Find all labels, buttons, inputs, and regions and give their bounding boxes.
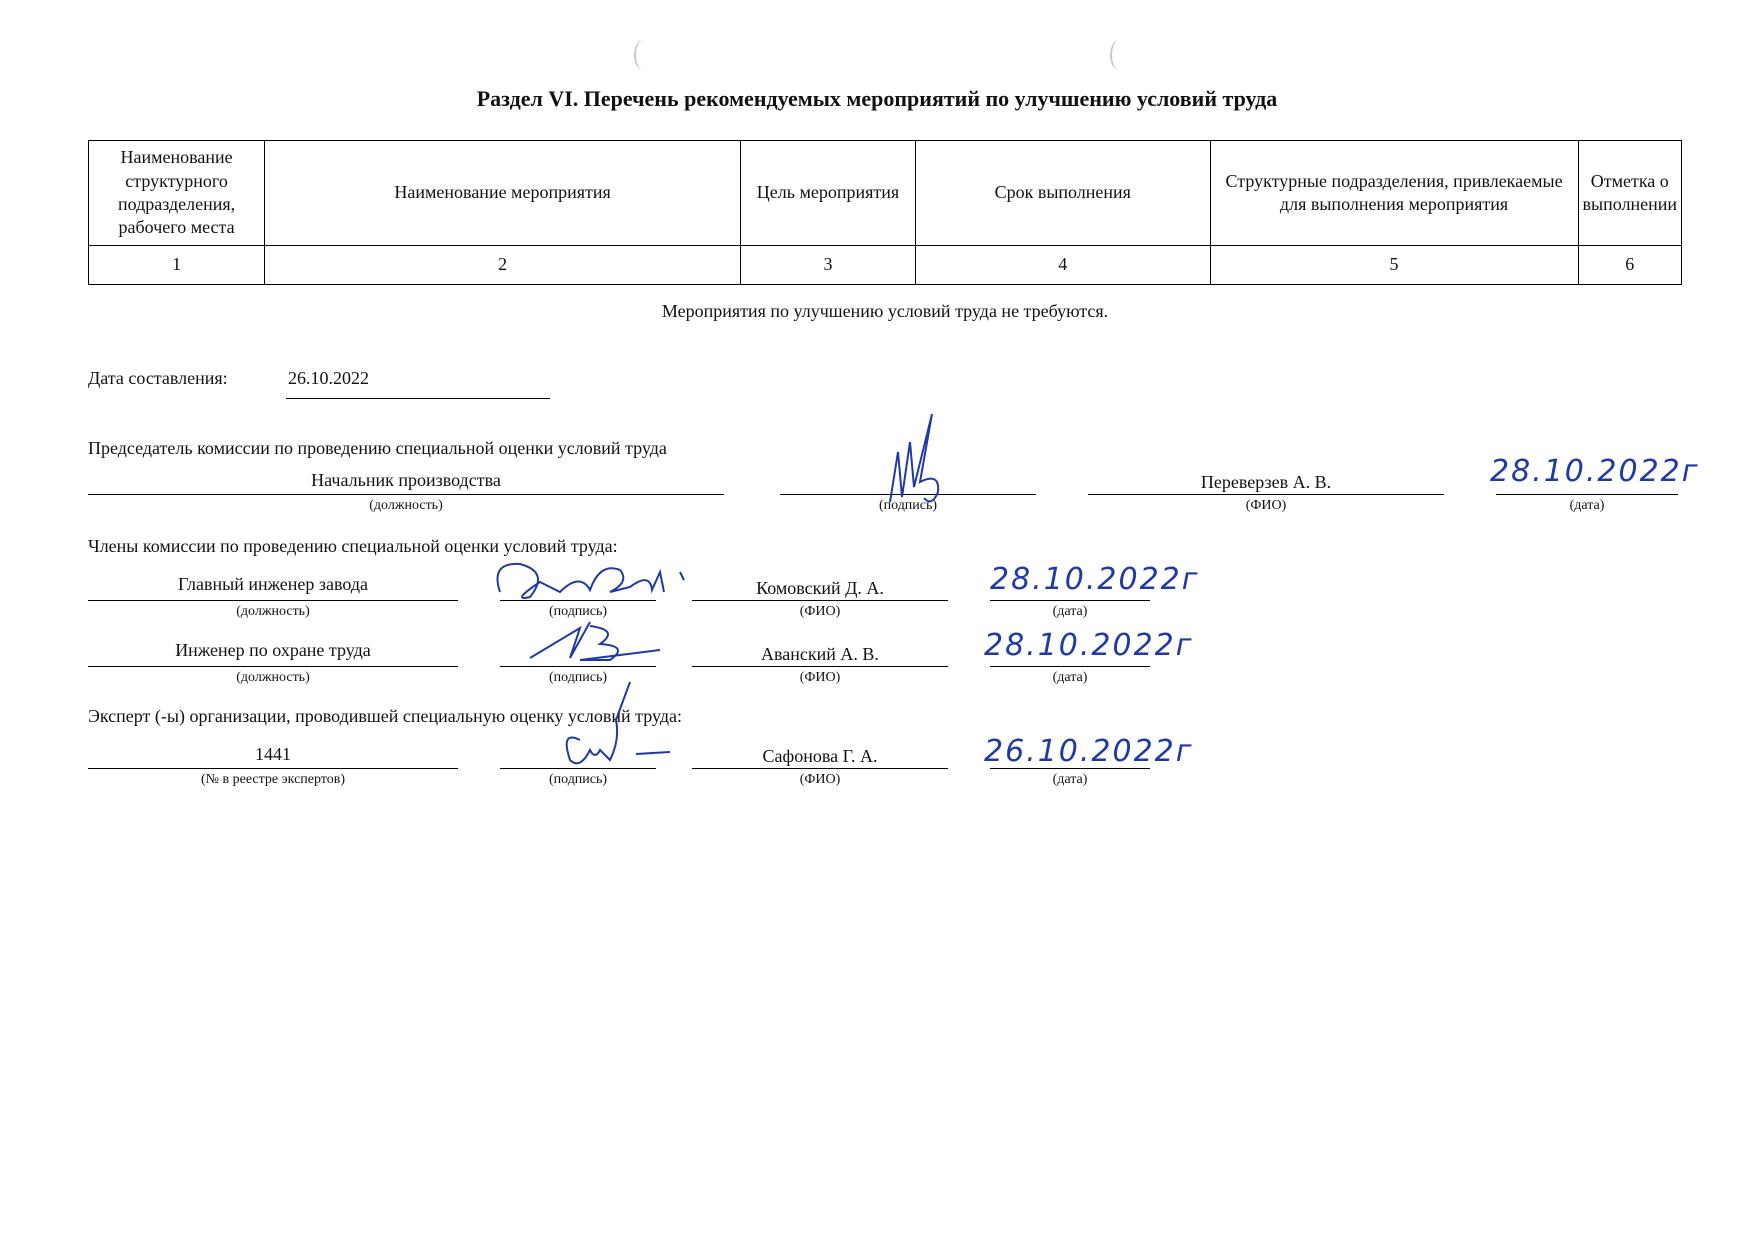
member-1-fio-line [692, 600, 948, 601]
member-2-position: Инженер по охране труда [175, 640, 371, 660]
col-header-deadline: Срок выполнения [915, 141, 1210, 246]
member-1-handwritten-date: 28.10.2022г [990, 562, 1200, 597]
member-1-fio: Комовский Д. А. [756, 578, 884, 598]
measures-table [88, 140, 1682, 285]
date-value: 26.10.2022 [288, 368, 369, 388]
chairman-signature [880, 412, 990, 512]
table-number-row [89, 246, 1682, 285]
caption-fio: (ФИО) [799, 772, 841, 787]
caption-fio: (ФИО) [799, 670, 841, 685]
punch-hole-left [634, 40, 652, 70]
chairman-heading: Председатель комиссии по проведению специальной оценки условий труда [88, 438, 667, 458]
member-1-position: Главный инженер завода [177, 574, 369, 594]
member-2-fio: Аванский А. В. [761, 644, 879, 664]
col-header-goal: Цель мероприятия [741, 141, 916, 246]
caption-registry: (№ в реестре экспертов) [200, 772, 346, 787]
expert-registry-line [88, 768, 458, 769]
caption-date: (дата) [1569, 498, 1605, 513]
expert-date-line [990, 768, 1150, 769]
member-1-signature [480, 552, 710, 612]
col-number: 4 [915, 246, 1210, 285]
col-number: 6 [1578, 246, 1682, 285]
expert-fio: Сафонова Г. А. [762, 746, 878, 766]
chairman-position: Начальник производства [311, 470, 501, 490]
caption-fio: (ФИО) [799, 604, 841, 619]
member-2-signature [520, 614, 670, 670]
expert-fio-line [692, 768, 948, 769]
caption-signature: (подпись) [548, 670, 608, 685]
section-title: Раздел VI. Перечень рекомендуемых мероприятий по улучшению условий труда [476, 86, 1278, 111]
caption-position: (должность) [236, 670, 310, 685]
col-number: 5 [1210, 246, 1578, 285]
caption-date: (дата) [1052, 604, 1088, 619]
chairman-date-line [1496, 494, 1678, 495]
caption-date: (дата) [1052, 772, 1088, 787]
no-measures-note: Мероприятия по улучшению условий труда не требуются. [661, 301, 1109, 321]
caption-position: (должность) [369, 498, 443, 513]
expert-registry-number: 1441 [255, 744, 291, 764]
caption-signature: (подпись) [878, 498, 938, 513]
member-2-handwritten-date: 28.10.2022г [984, 628, 1194, 663]
col-number: 3 [741, 246, 916, 285]
expert-handwritten-date: 26.10.2022г [984, 734, 1194, 769]
chairman-fio-line [1088, 494, 1444, 495]
expert-heading: Эксперт (-ы) организации, проводившей специальную оценку условий труда: [88, 706, 683, 726]
chairman-handwritten-date: 28.10.2022г [1490, 454, 1700, 489]
expert-signature [540, 680, 680, 776]
date-label: Дата составления: [88, 368, 228, 388]
caption-signature: (подпись) [548, 772, 608, 787]
col-header-completion: Отметка о выполнении [1578, 141, 1682, 246]
chairman-fio: Переверзев А. В. [1200, 472, 1332, 492]
member-2-position-line [88, 666, 458, 667]
member-1-date-line [990, 600, 1150, 601]
caption-position: (должность) [236, 604, 310, 619]
punch-hole-right [1110, 40, 1128, 70]
table-header-row [89, 141, 1682, 246]
member-2-fio-line [692, 666, 948, 667]
chairman-position-line [88, 494, 724, 495]
col-number: 1 [89, 246, 265, 285]
caption-signature: (подпись) [548, 604, 608, 619]
member-1-position-line [88, 600, 458, 601]
caption-fio: (ФИО) [1245, 498, 1287, 513]
members-heading: Члены комиссии по проведению специальной оценки условий труда: [88, 536, 618, 556]
member-2-date-line [990, 666, 1150, 667]
col-header-subdivision: Наименование структурного подразделения, рабочего места [89, 141, 265, 246]
col-header-measure: Наименование мероприятия [265, 141, 741, 246]
date-underline [286, 398, 550, 399]
caption-date: (дата) [1052, 670, 1088, 685]
col-number: 2 [265, 246, 741, 285]
col-header-departments: Структурные подразделения, привлекаемые для выполнения мероприятия [1210, 141, 1578, 246]
